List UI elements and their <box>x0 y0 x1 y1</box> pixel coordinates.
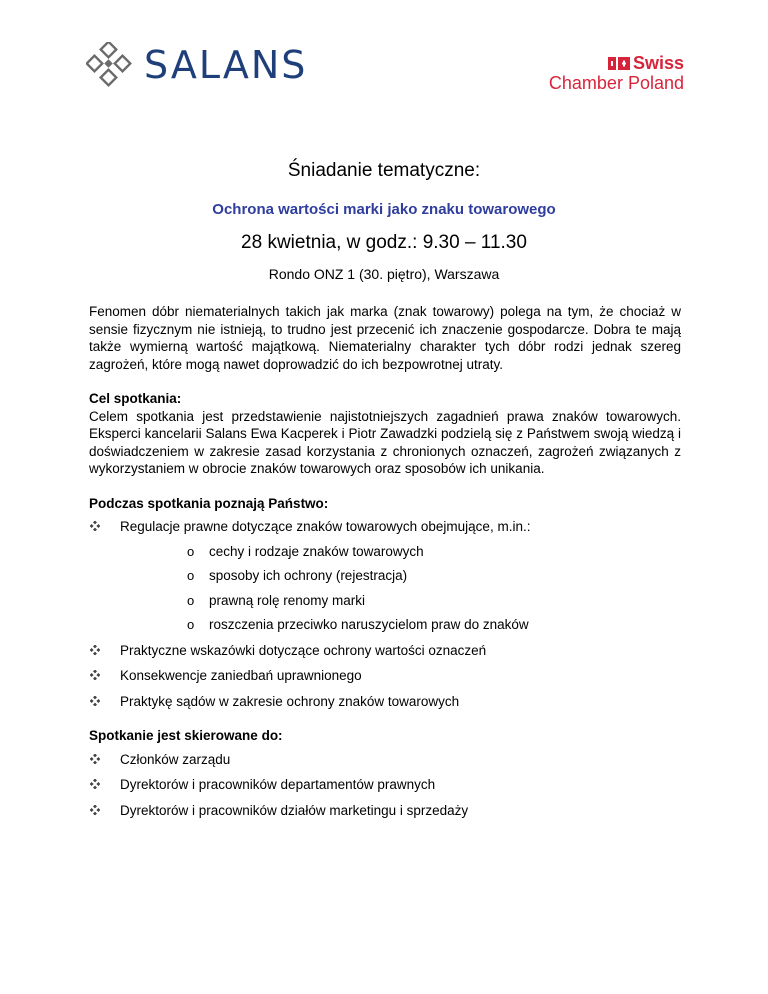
sub-list-item-text: cechy i rodzaje znaków towarowych <box>209 543 424 559</box>
list-item-text: Konsekwencje zaniedbań uprawnionego <box>120 668 362 683</box>
swiss-cross-icon <box>608 56 630 71</box>
diamond-bullet-icon <box>90 754 100 764</box>
chamber-word: Chamber Poland <box>548 73 684 93</box>
list-item-text: Dyrektorów i pracowników departamentów prawnych <box>120 777 436 792</box>
diamond-bullet-icon <box>90 805 100 815</box>
sub-list-item-text: sposoby ich ochrony (rejestracja) <box>209 568 408 583</box>
learn-list <box>89 518 681 710</box>
diamond-bullet-icon <box>90 645 100 655</box>
list-item <box>89 776 681 794</box>
list-item <box>89 802 681 820</box>
document-body <box>89 303 681 836</box>
sub-list-item <box>120 543 681 561</box>
goal-text: Celem spotkania jest przedstawienie najistotniejszych zagadnień prawa znaków towarowych. Eksperci kancelarii Salans Ewa Kacperek i Piotr Zawadzki podzielą się z Państwem swoją wiedzą i doświadczeniem w zakresie zasad korzystania z chronionych oznaczeń, zagrożeń związanych z wykorzystaniem w obrocie znaków towarowych oraz sposobów ich unikania. <box>89 408 681 476</box>
swiss-word: Swiss <box>632 53 684 73</box>
swiss-chamber-logo <box>549 54 684 94</box>
list-item <box>89 751 681 769</box>
learn-heading: Podczas spotkania poznają Państwo: <box>89 495 329 511</box>
learn-section <box>89 495 681 711</box>
list-item-text: Praktyczne wskazówki dotyczące ochrony wartości oznaczeń <box>120 642 487 658</box>
event-subtitle: Ochrona wartości marki jako znaku towarowego <box>212 201 556 218</box>
event-venue: Rondo ONZ 1 (30. piętro), Warszawa <box>268 266 500 282</box>
sub-list-item <box>120 616 681 634</box>
sub-list-item-text: prawną rolę renomy marki <box>209 592 366 608</box>
circle-bullet-icon: o <box>187 617 195 632</box>
list-item-text: Dyrektorów i pracowników działów marketingu i sprzedaży <box>120 802 469 818</box>
list-item <box>89 642 681 660</box>
circle-bullet-icon: o <box>187 568 195 583</box>
salans-logo <box>86 42 307 88</box>
list-item-text: Praktykę sądów w zakresie ochrony znaków towarowych <box>120 693 460 709</box>
diamond-bullet-icon <box>90 521 100 531</box>
audience-list <box>89 751 681 820</box>
sub-list-item <box>120 592 681 610</box>
diamond-bullet-icon <box>90 670 100 680</box>
event-date: 28 kwietnia, w godz.: 9.30 – 11.30 <box>241 232 527 253</box>
list-item-text: Członków zarządu <box>120 751 231 767</box>
audience-section <box>89 727 681 819</box>
list-item <box>89 693 681 711</box>
circle-bullet-icon: o <box>187 543 195 559</box>
goal-heading: Cel spotkania: <box>89 391 182 406</box>
goal-section <box>89 390 681 478</box>
sub-list-item <box>120 567 681 585</box>
salans-diamond-icon <box>86 42 134 88</box>
list-item <box>89 667 681 685</box>
page-title: Śniadanie tematyczne: <box>287 160 481 181</box>
circle-bullet-icon: o <box>187 592 195 608</box>
audience-heading: Spotkanie jest skierowane do: <box>89 728 283 743</box>
list-item <box>89 518 681 634</box>
diamond-bullet-icon <box>90 779 100 789</box>
list-item-text: Regulacje prawne dotyczące znaków towarowych obejmujące, m.in.: <box>120 519 531 534</box>
salans-wordmark: SALANS <box>144 43 308 87</box>
intro-paragraph: Fenomen dóbr niematerialnych takich jak marka (znak towarowy) polega na tym, że chociaż w sensie fizycznym nie istnieją, to trudno jest przecenić ich znaczenie gospodarcze. Dobra te mają także wymierną wartość majątkową. Niematerialny charakter tych dóbr rodzi jednak szereg zagrożeń, które mogą nawet doprowadzić do ich bezpowrotnej utraty. <box>89 304 681 372</box>
sub-list-item-text: roszczenia przeciwko naruszycielom praw do znaków <box>209 617 529 632</box>
sub-list <box>120 543 681 634</box>
diamond-bullet-icon <box>90 696 100 706</box>
